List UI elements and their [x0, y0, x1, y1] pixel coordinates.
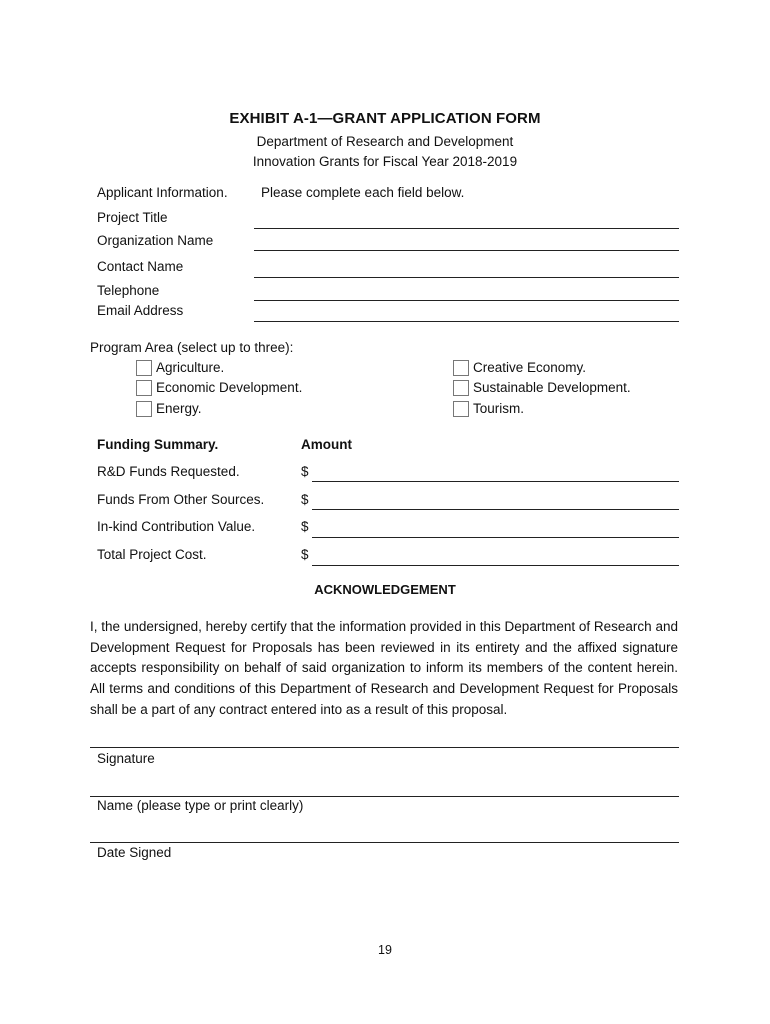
- page-number: 19: [378, 943, 392, 957]
- total-cost-field[interactable]: [312, 565, 679, 566]
- name-line[interactable]: [90, 796, 679, 797]
- other-funds-label: Funds From Other Sources.: [97, 492, 265, 507]
- form-title: EXHIBIT A-1—GRANT APPLICATION FORM: [229, 110, 541, 127]
- other-funds-field[interactable]: [312, 509, 679, 510]
- amount-heading: Amount: [301, 437, 352, 452]
- signature-label: Signature: [97, 751, 155, 766]
- agriculture-checkbox[interactable]: [136, 360, 152, 376]
- funding-summary-heading: Funding Summary.: [97, 437, 219, 452]
- signature-line[interactable]: [90, 747, 679, 748]
- organization-name-field[interactable]: [254, 250, 679, 251]
- other-funds-currency: $: [301, 492, 309, 507]
- in-kind-currency: $: [301, 519, 309, 534]
- program-name: Innovation Grants for Fiscal Year 2018-2019: [252, 154, 518, 169]
- agriculture-label: Agriculture.: [156, 360, 225, 375]
- acknowledgement-heading: ACKNOWLEDGEMENT: [314, 582, 456, 597]
- energy-label: Energy.: [156, 401, 202, 416]
- email-address-field[interactable]: [254, 321, 679, 322]
- date-signed-line[interactable]: [90, 842, 679, 843]
- program-area-heading: Program Area (select up to three):: [90, 340, 294, 355]
- project-title-field[interactable]: [254, 228, 679, 229]
- project-title-label: Project Title: [97, 210, 168, 225]
- sustainable-development-checkbox[interactable]: [453, 380, 469, 396]
- creative-economy-label: Creative Economy.: [473, 360, 587, 375]
- contact-name-label: Contact Name: [97, 259, 184, 274]
- rd-funds-label: R&D Funds Requested.: [97, 464, 240, 479]
- creative-economy-checkbox[interactable]: [453, 360, 469, 376]
- name-label: Name (please type or print clearly): [97, 798, 304, 813]
- date-signed-label: Date Signed: [97, 845, 172, 860]
- organization-name-label: Organization Name: [97, 233, 214, 248]
- telephone-field[interactable]: [254, 300, 679, 301]
- rd-funds-field[interactable]: [312, 481, 679, 482]
- department-name: Department of Research and Development: [256, 134, 514, 149]
- tourism-label: Tourism.: [473, 401, 525, 416]
- acknowledgement-text: I, the undersigned, hereby certify that the information provided in this Department of Research and Development Request for Proposals has been reviewed in its entirety and the affixed signature accepts responsibility on behalf of said organization to inform its members of the content herein. All terms and conditions of this Department of Research and Development Request for Proposals shall be a part of any contract entered into as a result of this proposal.: [90, 619, 678, 717]
- sustainable-development-label: Sustainable Development.: [473, 380, 631, 395]
- total-cost-label: Total Project Cost.: [97, 547, 207, 562]
- telephone-label: Telephone: [97, 283, 160, 298]
- in-kind-label: In-kind Contribution Value.: [97, 519, 256, 534]
- economic-development-label: Economic Development.: [156, 380, 303, 395]
- rd-funds-currency: $: [301, 464, 309, 479]
- applicant-instruction: Please complete each field below.: [261, 185, 465, 200]
- email-address-label: Email Address: [97, 303, 184, 318]
- economic-development-checkbox[interactable]: [136, 380, 152, 396]
- applicant-heading: Applicant Information.: [97, 185, 228, 200]
- in-kind-field[interactable]: [312, 537, 679, 538]
- energy-checkbox[interactable]: [136, 401, 152, 417]
- total-cost-currency: $: [301, 547, 309, 562]
- contact-name-field[interactable]: [254, 277, 679, 278]
- tourism-checkbox[interactable]: [453, 401, 469, 417]
